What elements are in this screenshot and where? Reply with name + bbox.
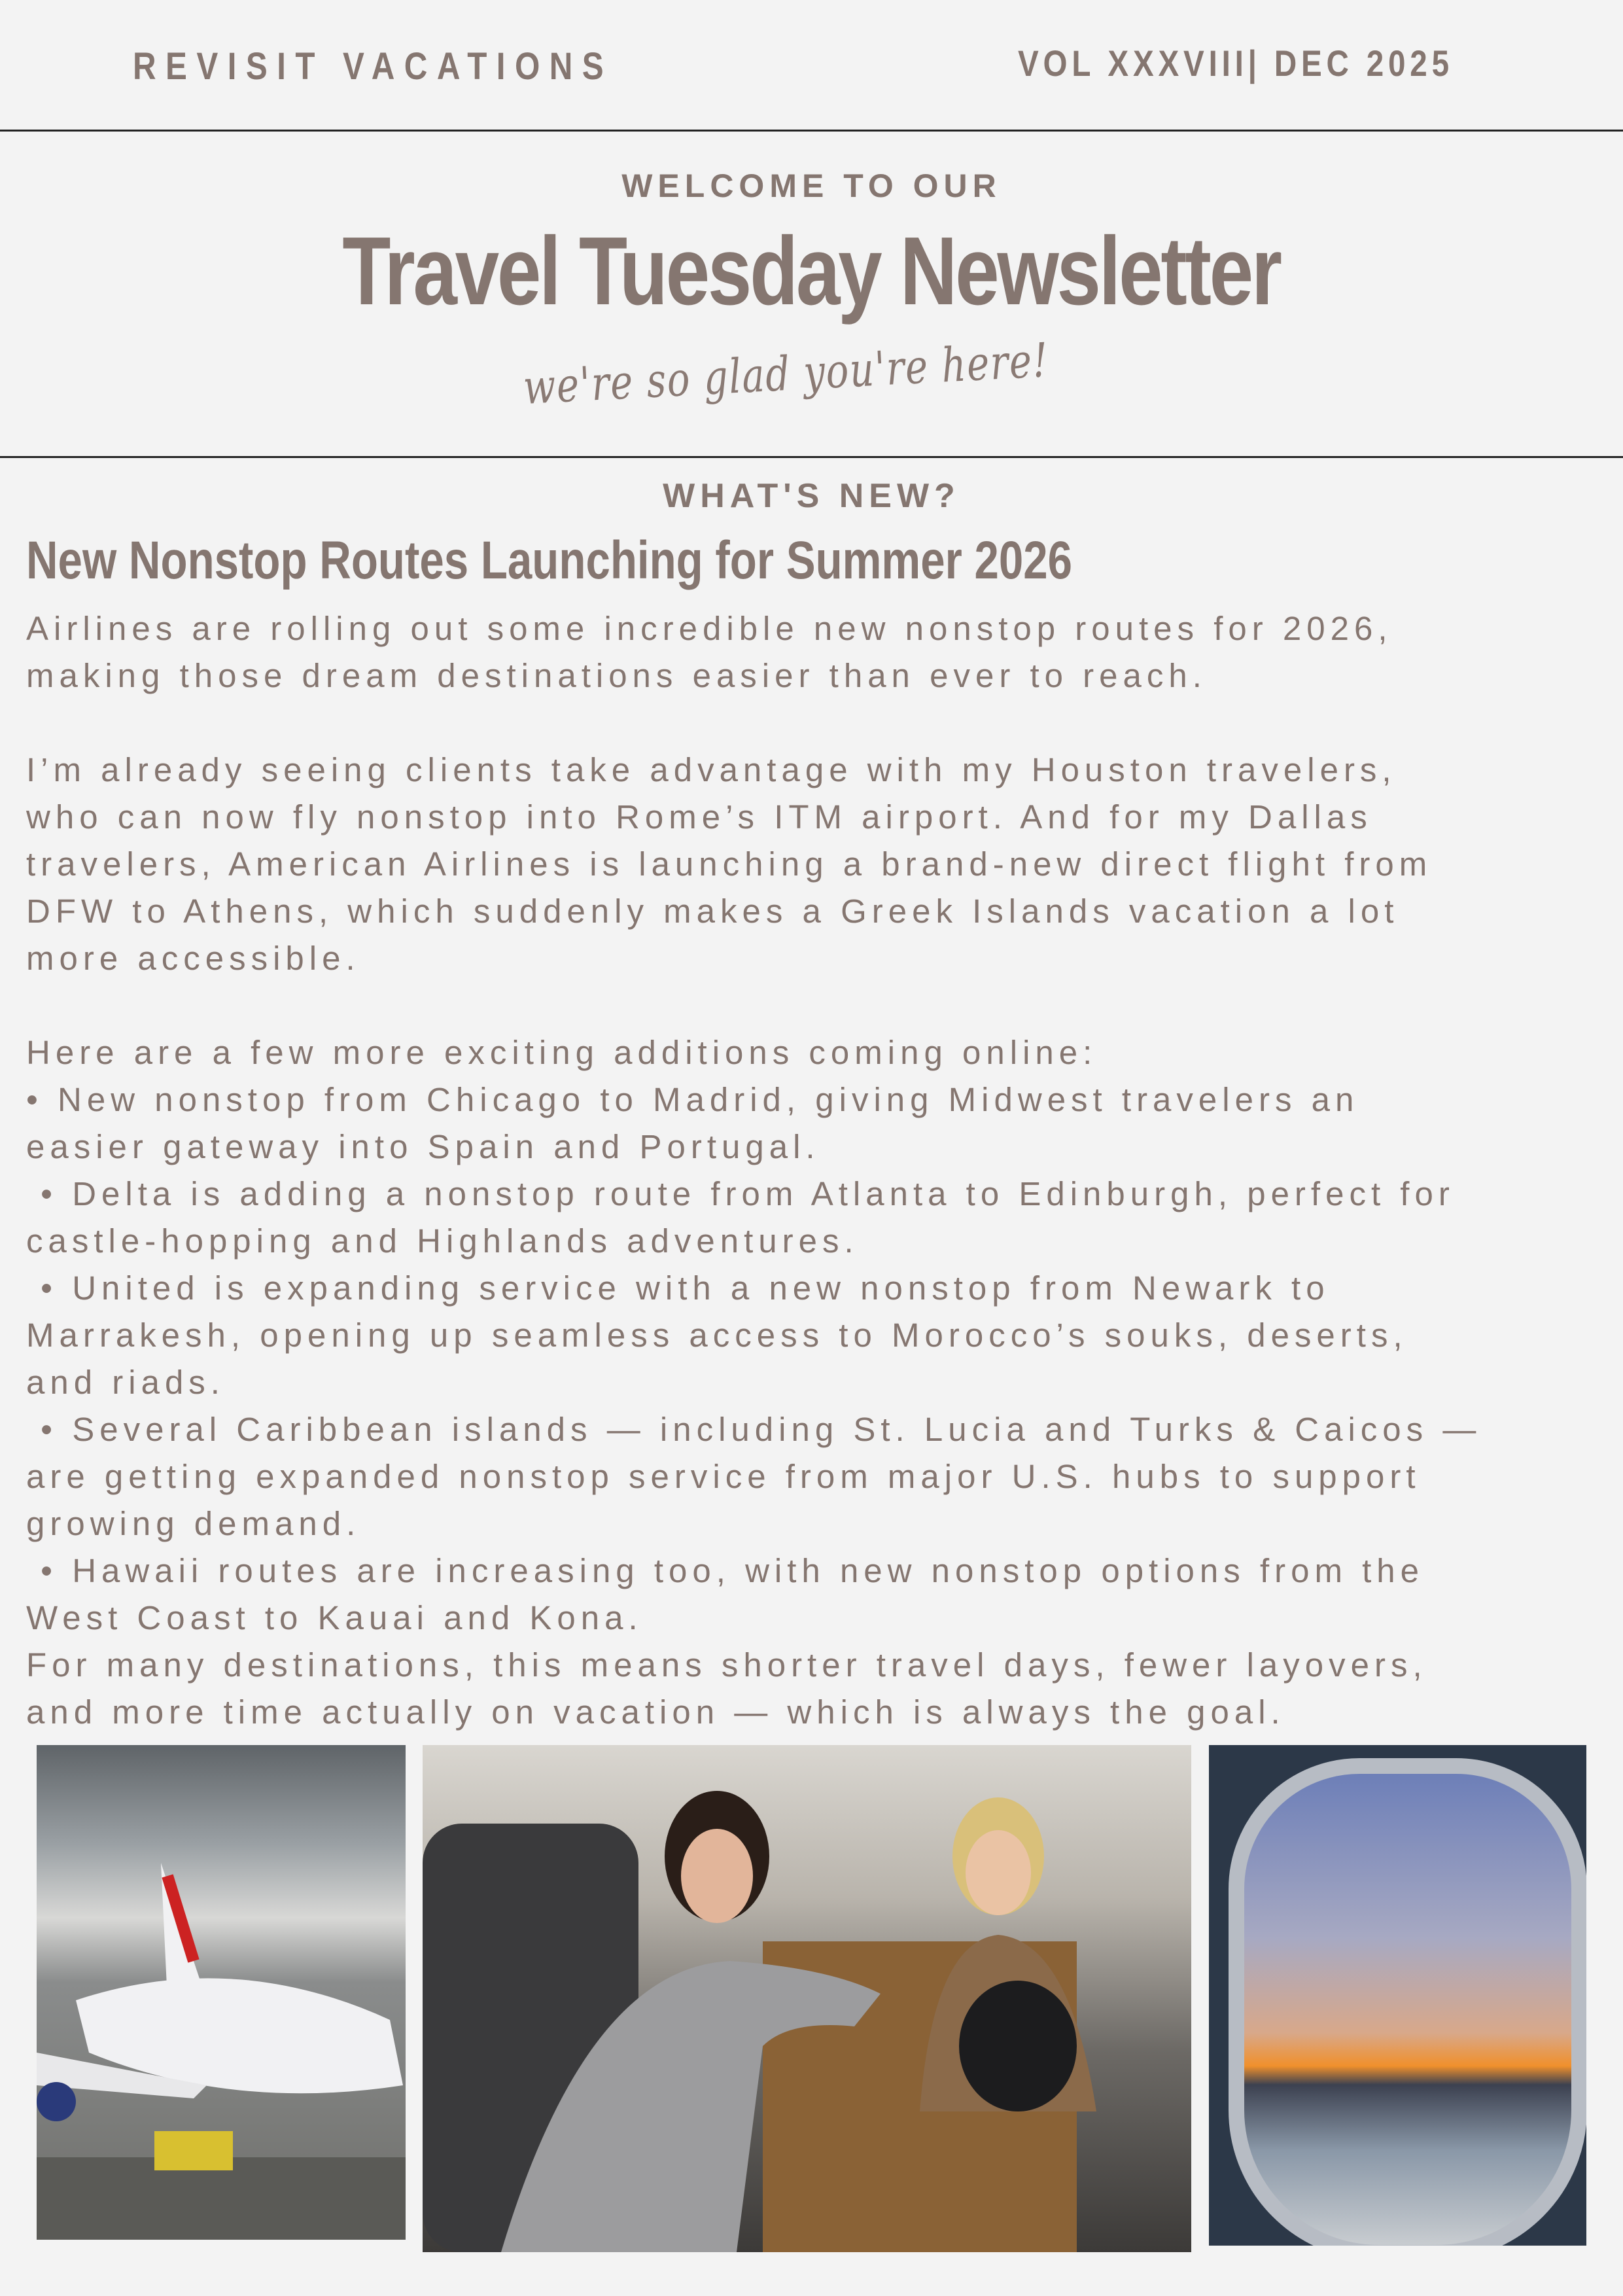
brand-name: REVISIT VACATIONS bbox=[133, 45, 614, 88]
body-line: and riads. bbox=[26, 1364, 225, 1401]
body-line: who can now fly nonstop into Rome’s ITM airport. And for my Dallas bbox=[26, 798, 1372, 836]
page-title bbox=[0, 217, 1623, 325]
article-body bbox=[26, 605, 1481, 1736]
paragraph-break bbox=[26, 699, 1481, 747]
travelers-illustration bbox=[423, 1745, 1191, 2252]
tagline: we're so glad you're here! bbox=[521, 332, 1051, 415]
body-line: For many destinations, this means shorter travel days, fewer layovers, bbox=[26, 1646, 1427, 1684]
issue-label: VOL XXXVIII| DEC 2025 bbox=[1018, 43, 1454, 84]
paragraph-break bbox=[26, 982, 1481, 1029]
divider bbox=[0, 456, 1623, 458]
body-line: • New nonstop from Chicago to Madrid, giving Midwest travelers an bbox=[26, 1081, 1359, 1118]
body-line: easier gateway into Spain and Portugal. bbox=[26, 1128, 820, 1165]
body-line: making those dream destinations easier than ever to reach. bbox=[26, 657, 1207, 694]
article-headline: New Nonstop Routes Launching for Summer 2026 bbox=[26, 531, 1073, 590]
body-line: castle-hopping and Highlands adventures. bbox=[26, 1222, 859, 1260]
body-line: • Hawaii routes are increasing too, with new nonstop options from the bbox=[26, 1552, 1425, 1589]
airplane-illustration bbox=[37, 1745, 406, 2240]
section-label: WHAT'S NEW? bbox=[663, 477, 960, 515]
body-line: DFW to Athens, which suddenly makes a Greek Islands vacation a lot bbox=[26, 892, 1399, 930]
body-line: Here are a few more exciting additions coming online: bbox=[26, 1034, 1098, 1071]
body-line: are getting expanded nonstop service from major U.S. hubs to support bbox=[26, 1458, 1421, 1495]
title-text: Travel Tuesday Newsletter bbox=[342, 217, 1281, 325]
window-view bbox=[1229, 1758, 1586, 2246]
body-line: I’m already seeing clients take advantage with my Houston travelers, bbox=[26, 751, 1397, 788]
body-line: more accessible. bbox=[26, 940, 360, 977]
divider bbox=[0, 130, 1623, 132]
masthead-kicker: WELCOME TO OUR bbox=[621, 168, 1002, 204]
photo-airplane-at-gate bbox=[37, 1745, 406, 2240]
photo-airplane-window-sunset bbox=[1209, 1745, 1586, 2246]
body-line: Airlines are rolling out some incredible new nonstop routes for 2026, bbox=[26, 610, 1393, 647]
body-line: and more time actually on vacation — which is always the goal. bbox=[26, 1693, 1285, 1731]
body-line: • Several Caribbean islands — including St. Lucia and Turks & Caicos — bbox=[26, 1411, 1482, 1448]
body-line: Marrakesh, opening up seamless access to Morocco’s souks, deserts, bbox=[26, 1316, 1408, 1354]
body-line: West Coast to Kauai and Kona. bbox=[26, 1599, 643, 1636]
photo-travelers-business-class bbox=[423, 1745, 1191, 2252]
body-line: travelers, American Airlines is launching a brand-new direct flight from bbox=[26, 845, 1433, 883]
body-line: growing demand. bbox=[26, 1505, 361, 1542]
body-line: • Delta is adding a nonstop route from Atlanta to Edinburgh, perfect for bbox=[26, 1175, 1455, 1212]
body-line: • United is expanding service with a new nonstop from Newark to bbox=[26, 1269, 1330, 1307]
